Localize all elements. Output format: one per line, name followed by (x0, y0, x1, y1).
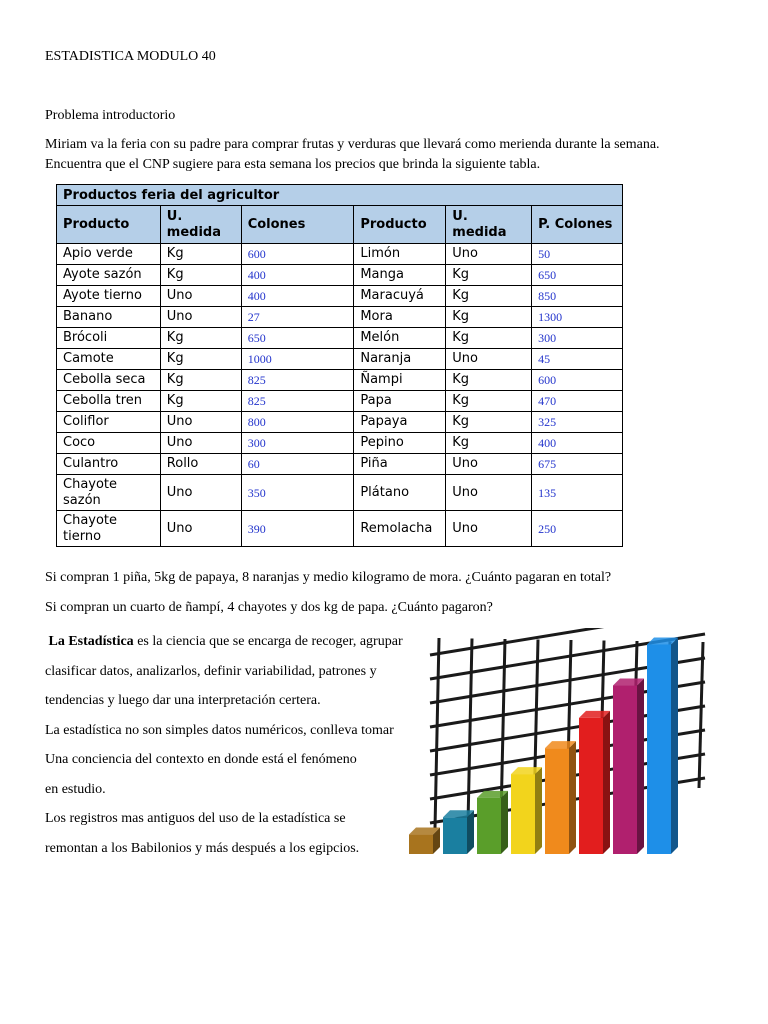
bar-front (613, 686, 637, 854)
table-row (57, 391, 623, 412)
column-header: U. medida (160, 206, 241, 244)
table-cell: 325 (532, 412, 623, 433)
table-cell: Kg (160, 370, 241, 391)
bar-side (637, 679, 644, 854)
table-cell: Kg (446, 412, 532, 433)
table-cell: Uno (446, 454, 532, 475)
table-cell: Ayote sazón (57, 265, 161, 286)
table-cell: Camote (57, 349, 161, 370)
table-cell: Kg (446, 433, 532, 454)
bar-front (477, 798, 501, 854)
column-header: P. Colones (532, 206, 623, 244)
table-row (57, 370, 623, 391)
table-cell: Uno (160, 286, 241, 307)
table-row (57, 349, 623, 370)
table-row (57, 328, 623, 349)
table-cell: Uno (160, 511, 241, 547)
intro-line: Encuentra que el CNP sugiere para esta semana los precios que brinda la siguiente tabla. (45, 156, 541, 172)
table-cell: Uno (160, 433, 241, 454)
table-cell: Kg (446, 370, 532, 391)
table-cell: Kg (160, 349, 241, 370)
table-cell: Mora (354, 307, 446, 328)
table-cell: Chayote sazón (57, 475, 161, 511)
table-cell: Kg (446, 328, 532, 349)
bar-side (501, 791, 508, 854)
bar-front (579, 718, 603, 854)
bar-side (603, 711, 610, 854)
table-cell: 1300 (532, 307, 623, 328)
table-cell: Kg (446, 265, 532, 286)
table-cell: Kg (446, 391, 532, 412)
table-cell: Piña (354, 454, 446, 475)
table-cell: Ñampi (354, 370, 446, 391)
table-cell: Papaya (354, 412, 446, 433)
table-cell: 300 (241, 433, 354, 454)
table-cell: Uno (160, 412, 241, 433)
column-header: Producto (354, 206, 446, 244)
table-body (57, 244, 623, 547)
table-cell: Ayote tierno (57, 286, 161, 307)
table-cell: Melón (354, 328, 446, 349)
paragraph-line: La estadística no son simples datos numéricos, conlleva tomar (45, 722, 394, 738)
table-cell: Maracuyá (354, 286, 446, 307)
table-cell: Uno (160, 475, 241, 511)
bar-front (409, 835, 433, 854)
table-cell: Coco (57, 433, 161, 454)
table-cell: 600 (241, 244, 354, 265)
table-cell: Kg (160, 244, 241, 265)
bar-front (545, 748, 569, 854)
intro-paragraph (45, 135, 660, 174)
bar-front (647, 644, 671, 854)
table-cell: Uno (160, 307, 241, 328)
price-table (56, 184, 623, 547)
bar (545, 741, 576, 854)
grid-line (699, 642, 703, 788)
table-row (57, 265, 623, 286)
table-cell: 600 (532, 370, 623, 391)
bar-side (467, 810, 474, 854)
table-cell: 650 (241, 328, 354, 349)
table-cell: Uno (446, 244, 532, 265)
table-cell: 135 (532, 475, 623, 511)
bar (409, 828, 440, 854)
estadistica-paragraph (45, 627, 403, 863)
bar-front (443, 817, 467, 854)
table-cell: Banano (57, 307, 161, 328)
table-row (57, 307, 623, 328)
paragraph-line: tendencias y luego dar una interpretación certera. (45, 693, 321, 708)
paragraph-line-rest: es la ciencia que se encarga de recoger, agrupar (133, 634, 403, 649)
intro-line: Miriam va la feria con su padre para comprar frutas y verduras que llevará como merienda durante la semana. (45, 137, 660, 152)
bar (511, 767, 542, 854)
table-cell: Kg (160, 328, 241, 349)
table-cell: Brócoli (57, 328, 161, 349)
table-cell: 850 (532, 286, 623, 307)
table-row (57, 475, 623, 511)
table-cell: Kg (160, 265, 241, 286)
paragraph-line: Los registros mas antiguos del uso de la estadística se (45, 811, 346, 826)
table-cell: Limón (354, 244, 446, 265)
table-cell: Rollo (160, 454, 241, 475)
bar-side (535, 767, 542, 854)
table-cell: Remolacha (354, 511, 446, 547)
bar (647, 637, 678, 854)
table-cell: 27 (241, 307, 354, 328)
table-cell: 675 (532, 454, 623, 475)
bar-front (511, 774, 535, 854)
table-cell: Kg (446, 286, 532, 307)
paragraph-line: Una conciencia del contexto en donde está el fenómeno (45, 752, 357, 767)
table-cell: Papa (354, 391, 446, 412)
table-cell: 60 (241, 454, 354, 475)
table-cell: Uno (446, 511, 532, 547)
column-header: U. medida (446, 206, 532, 244)
estadistica-term: La Estadística (48, 634, 134, 649)
table-cell: 825 (241, 370, 354, 391)
table-cell: Uno (446, 475, 532, 511)
table-row (57, 286, 623, 307)
table-row (57, 433, 623, 454)
bar (579, 711, 610, 854)
table-cell: 400 (241, 286, 354, 307)
table-cell: Culantro (57, 454, 161, 475)
question-1: Si compran 1 piña, 5kg de papaya, 8 naranjas y medio kilogramo de mora. ¿Cuánto pagaran en total? (45, 570, 612, 585)
table-row (57, 244, 623, 265)
table-cell: 800 (241, 412, 354, 433)
table-cell: Cebolla seca (57, 370, 161, 391)
table-cell: Kg (446, 307, 532, 328)
bar (613, 679, 644, 854)
table-cell: 470 (532, 391, 623, 412)
paragraph-line: remontan a los Babilonios y más después a los egipcios. (45, 840, 360, 856)
paragraph-line: en estudio. (45, 781, 106, 797)
table-row (57, 412, 623, 433)
table-row (57, 511, 623, 547)
table-cell: 250 (532, 511, 623, 547)
table-caption: Productos feria del agricultor (57, 185, 623, 206)
table-cell: Chayote tierno (57, 511, 161, 547)
table-cell: 400 (532, 433, 623, 454)
bar (477, 791, 508, 854)
column-header: Colones (241, 206, 354, 244)
bar (443, 810, 474, 854)
table-cell: 390 (241, 511, 354, 547)
table-cell: 1000 (241, 349, 354, 370)
table-cell: Apio verde (57, 244, 161, 265)
table-cell: Cebolla tren (57, 391, 161, 412)
table-cell: 825 (241, 391, 354, 412)
section-subtitle: Problema introductorio (45, 108, 176, 123)
table-cell: 50 (532, 244, 623, 265)
table-cell: 350 (241, 475, 354, 511)
table-cell: Coliflor (57, 412, 161, 433)
table-cell: Plátano (354, 475, 446, 511)
bar-side (671, 637, 678, 854)
table-cell: Uno (446, 349, 532, 370)
column-header: Producto (57, 206, 161, 244)
table-cell: Manga (354, 265, 446, 286)
table-cell: Kg (160, 391, 241, 412)
document-title: ESTADISTICA MODULO 40 (45, 49, 216, 64)
bar-chart-illustration (405, 628, 715, 860)
paragraph-line (45, 627, 403, 657)
table-cell: 650 (532, 265, 623, 286)
table-cell: 300 (532, 328, 623, 349)
paragraph-line: clasificar datos, analizarlos, definir variabilidad, patrones y (45, 663, 377, 679)
table-cell: 45 (532, 349, 623, 370)
table-row (57, 454, 623, 475)
table-cell: 400 (241, 265, 354, 286)
question-2: Si compran un cuarto de ñampí, 4 chayotes y dos kg de papa. ¿Cuánto pagaron? (45, 600, 493, 615)
bar-side (569, 741, 576, 854)
grid-line (468, 639, 472, 824)
table-cell: Pepino (354, 433, 446, 454)
table-cell: Naranja (354, 349, 446, 370)
